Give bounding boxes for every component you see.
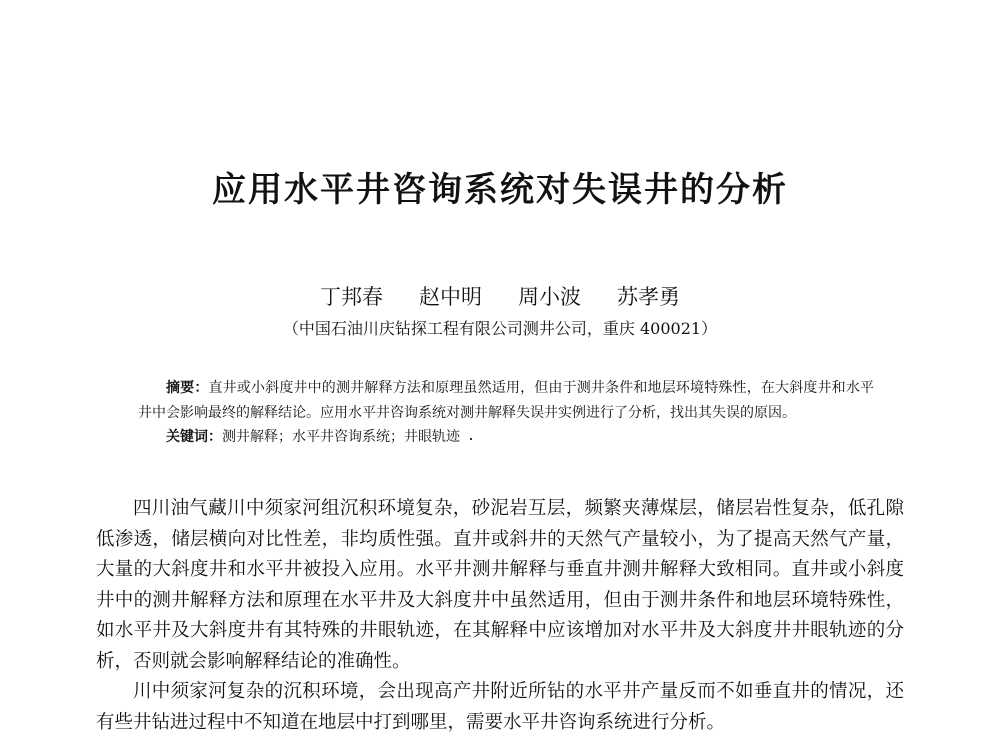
affiliation: （中国石油川庆钻探工程有限公司测井公司，重庆 400021） — [282, 319, 718, 338]
author-name: 丁邦春 — [320, 285, 383, 309]
abstract-block — [138, 376, 874, 450]
author-list — [0, 282, 1000, 312]
body-text — [96, 494, 904, 738]
author-name: 苏孝勇 — [617, 285, 680, 309]
abstract-label: 摘要： — [166, 380, 209, 396]
body-paragraph: 四川油气藏川中须家河组沉积环境复杂，砂泥岩互层，频繁夹薄煤层，储层岩性复杂，低孔隙低渗透，储层横向对比性差，非均质性强。直井或斜井的天然气产量较小，为了提高天然气产量，大量的大斜度井和水平井被投入应用。水平井测井解释与垂直井测井解释大致相同。直井或小斜度井中的测井解释方法和原理在水平井及大斜度井中虽然适用，但由于测井条件和地层环境特殊性，如水平井及大斜度井有其特殊的井眼轨迹，在其解释中应该增加对水平井及大斜度井井眼轨迹的分析，否则就会影响解释结论的准确性。 — [96, 498, 904, 672]
paper-title: 应用水平井咨询系统对失误井的分析 — [212, 170, 788, 210]
abstract-text: 直井或小斜度井中的测井解释方法和原理虽然适用，但由于测井条件和地层环境特殊性，在大斜度井和水平井中会影响最终的解释结论。应用水平井咨询系统对测井解释失误井实例进行了分析，找出其失误的原因。 — [138, 380, 875, 421]
abstract-paragraph — [138, 376, 874, 425]
keywords-label: 关键词： — [166, 429, 222, 445]
author-name: 赵中明 — [419, 285, 482, 309]
keywords-text: 测井解释；水平井咨询系统；井眼轨迹 — [222, 429, 460, 445]
body-paragraph: 川中须家河复杂的沉积环境，会出现高产井附近所钻的水平井产量反而不如垂直井的情况，还有些井钻进过程中不知道在地层中打到哪里，需要水平井咨询系统进行分析。 — [96, 681, 904, 733]
author-name: 周小波 — [518, 285, 581, 309]
scan-speck — [470, 438, 472, 440]
keywords-line — [138, 425, 874, 450]
